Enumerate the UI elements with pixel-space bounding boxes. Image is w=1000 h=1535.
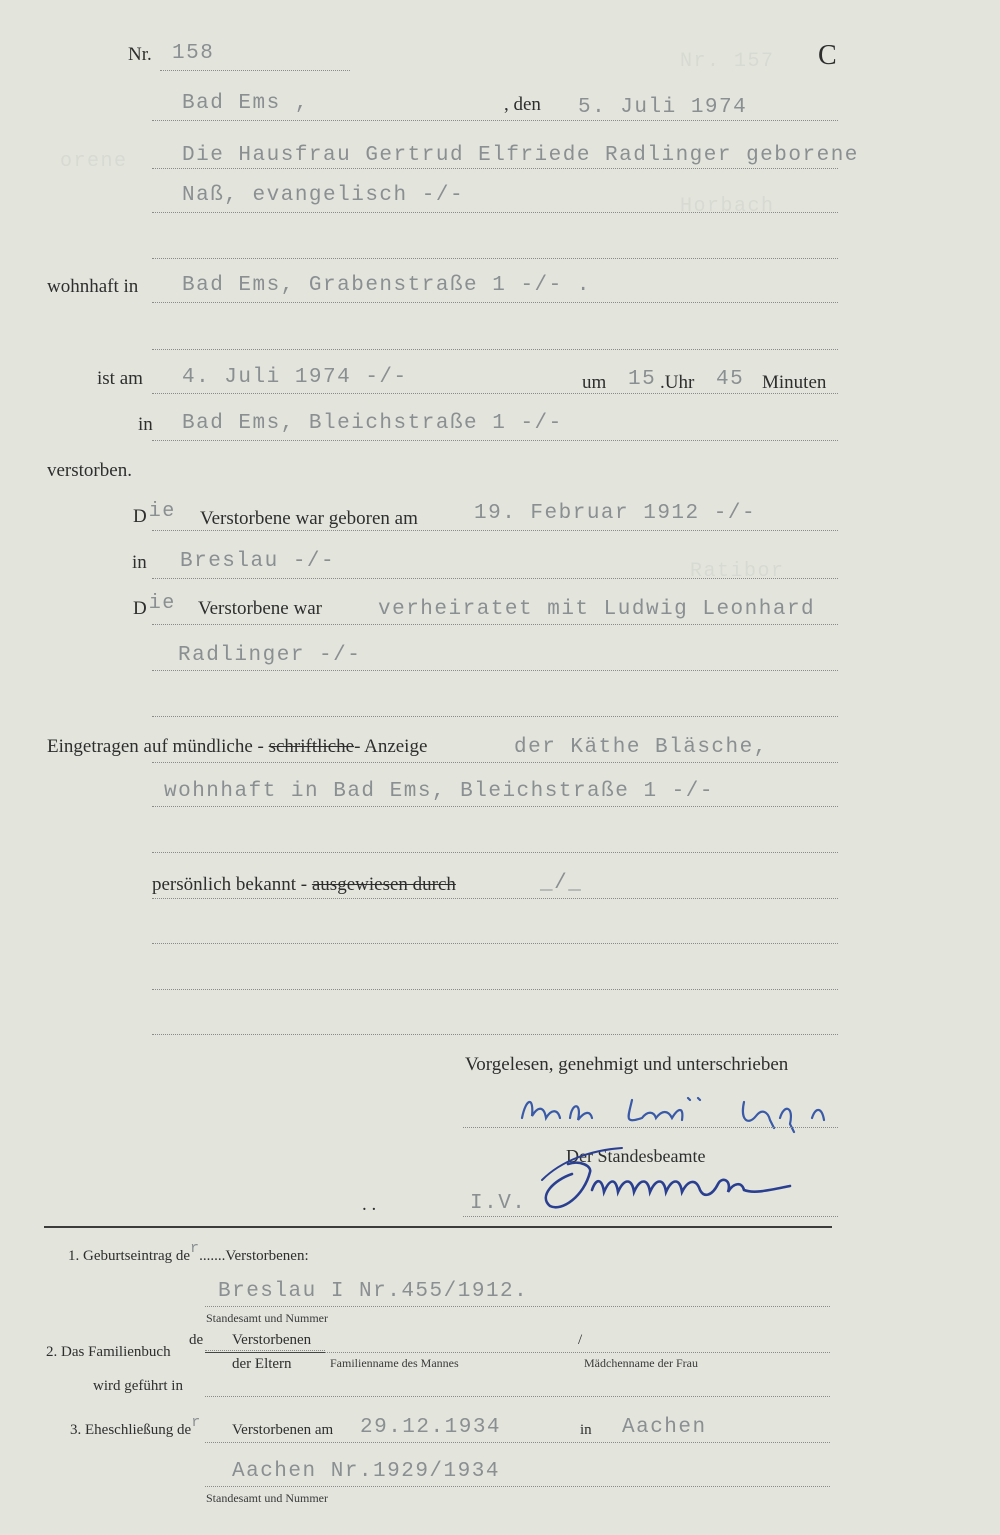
signature-line-1: [463, 1127, 838, 1128]
residence-line: [152, 302, 838, 303]
footer-item3-rest: Verstorbenen am: [232, 1422, 334, 1438]
birth-text: Verstorbene war geboren am: [200, 508, 418, 529]
footer-item3-value: Aachen Nr.1929/1934: [232, 1460, 500, 1483]
footer-item2-rule: [205, 1352, 325, 1353]
marital-d-label: [133, 592, 176, 621]
birth-in-label: in: [132, 552, 147, 573]
marital-status-line2: Radlinger -/-: [178, 644, 362, 667]
identity-line-1: [152, 898, 838, 899]
footer-item3-line: [205, 1442, 830, 1443]
footer-item1-sup: r: [190, 1240, 200, 1257]
signature-dots: . .: [362, 1194, 377, 1215]
footer-item1-prefix: 1. Geburtseintrag de: [68, 1248, 191, 1264]
signature-line-2: [463, 1216, 838, 1217]
verstorben-label: verstorben.: [47, 460, 132, 481]
footer-item2-slash: /: [578, 1332, 583, 1348]
deceased-person-line1: Die Hausfrau Gertrud Elfriede Radlinger geborene: [182, 144, 859, 167]
death-in-label: in: [138, 414, 153, 435]
footer-item2-woman-caption: Mädchenname der Frau: [584, 1356, 698, 1370]
registered-struck: schriftliche: [268, 736, 355, 757]
nr-line: [160, 70, 350, 71]
footer-item2-verst: Verstorbenen: [232, 1332, 312, 1348]
death-place: Bad Ems, Bleichstraße 1 -/-: [182, 412, 563, 435]
marital-line-3: [152, 716, 838, 717]
registered-label: [47, 736, 427, 758]
death-date-line: [152, 393, 838, 394]
nr-label: Nr.: [128, 44, 152, 65]
identity-known: persönlich bekannt -: [152, 874, 308, 895]
deceased-person-line2: Naß, evangelisch -/-: [182, 184, 465, 207]
residence-line-2: [152, 349, 838, 350]
informant-line1: der Käthe Bläsche,: [514, 736, 768, 759]
residence-value: Bad Ems, Grabenstraße 1 -/- .: [182, 274, 591, 297]
um-label: um: [582, 372, 607, 393]
informant-signature: [512, 1088, 842, 1138]
bleed-through-ghost: orene: [60, 150, 128, 173]
footer-item2-line: [325, 1352, 830, 1353]
identity-line-2: [152, 943, 838, 944]
marital-status-line1: verheiratet mit Ludwig Leonhard: [378, 598, 816, 621]
footer-item2-line-top: [205, 1350, 325, 1351]
registrar-signature: [532, 1140, 812, 1216]
informant-line-2: [152, 806, 838, 807]
identity-value: _/_: [540, 872, 583, 895]
place-date-line: [152, 120, 838, 121]
marital-d-suffix: ie: [148, 592, 176, 615]
footer-item2-label: 2. Das Familienbuch: [46, 1344, 171, 1360]
registrar-label: Der Standesbeamte: [566, 1146, 706, 1166]
birth-d-letter: D: [133, 506, 147, 527]
footer-item2-kept-line: [205, 1396, 830, 1397]
registered-prefix: Eingetragen auf mündliche -: [47, 736, 264, 757]
iv-label: I.V.: [470, 1192, 527, 1215]
death-minutes: 45: [716, 368, 745, 391]
birth-d-label: [133, 500, 176, 529]
birth-date: 19. Februar 1912 -/-: [474, 502, 757, 525]
ist-am-label: ist am: [97, 368, 143, 389]
residence-label: wohnhaft in: [47, 276, 139, 297]
identity-label: [152, 874, 456, 896]
footer-item1-label: [68, 1240, 309, 1265]
footer-item1-dots: .......: [199, 1248, 226, 1264]
death-hour: 15: [628, 368, 657, 391]
bleed-through-ghost: Ratibor: [690, 560, 785, 583]
marital-text: Verstorbene war: [198, 598, 322, 619]
footer-item3-in: in: [580, 1422, 592, 1438]
birth-place: Breslau -/-: [180, 550, 336, 573]
footer-item2-kept: wird geführt in: [93, 1378, 183, 1394]
footer-item3-sup: r: [191, 1414, 201, 1431]
identity-struck: ausgewiesen durch: [311, 874, 456, 895]
footer-item1-caption: Standesamt und Nummer: [206, 1311, 328, 1325]
footer-item3-prefix: 3. Eheschließung de: [70, 1422, 192, 1438]
footer-item2-de: de: [189, 1332, 204, 1348]
footer-item2-man-caption: Familienname des Mannes: [330, 1356, 459, 1370]
person-line-1: [152, 168, 838, 169]
form-letter: C: [818, 40, 837, 71]
bleed-through-ghost: Horbach: [680, 195, 775, 218]
footer-separator: [44, 1226, 832, 1228]
birth-place-line: [152, 578, 838, 579]
read-approved-text: Vorgelesen, genehmigt und unterschrieben: [465, 1054, 789, 1075]
footer-item1-line: [205, 1306, 830, 1307]
person-line-3: [152, 258, 838, 259]
informant-line-1: [152, 762, 838, 763]
registered-suffix: - Anzeige: [354, 736, 428, 757]
footer-item3-value-line: [205, 1486, 830, 1487]
registry-place: Bad Ems ,: [182, 92, 309, 115]
footer-item3-place: Aachen: [622, 1416, 707, 1439]
bleed-through-ghost: Nr. 157: [680, 50, 775, 73]
marital-line-1: [152, 624, 838, 625]
minuten-label: Minuten: [762, 372, 827, 393]
informant-line-3: [152, 852, 838, 853]
footer-item3-caption: Standesamt und Nummer: [206, 1491, 328, 1505]
birth-d-suffix: ie: [148, 500, 176, 523]
death-place-line: [152, 440, 838, 441]
death-date: 4. Juli 1974 -/-: [182, 366, 408, 389]
footer-item1-value: Breslau I Nr.455/1912.: [218, 1280, 529, 1303]
identity-line-4: [152, 1034, 838, 1035]
informant-line2: wohnhaft in Bad Ems, Bleichstraße 1 -/-: [164, 780, 714, 803]
nr-value: 158: [172, 42, 215, 65]
marital-line-2: [152, 670, 838, 671]
footer-item1-rest: Verstorbenen:: [225, 1248, 309, 1264]
den-label: , den: [504, 94, 541, 115]
registry-date: 5. Juli 1974: [578, 96, 748, 119]
person-line-2: [152, 212, 838, 213]
marital-d-letter: D: [133, 598, 147, 619]
footer-item3-label: [70, 1414, 201, 1439]
footer-item3-date: 29.12.1934: [360, 1416, 502, 1439]
birth-date-line: [152, 530, 838, 531]
footer-item2-eltern: der Eltern: [232, 1356, 292, 1372]
uhr-label: .Uhr: [660, 372, 695, 393]
identity-line-3: [152, 989, 838, 990]
